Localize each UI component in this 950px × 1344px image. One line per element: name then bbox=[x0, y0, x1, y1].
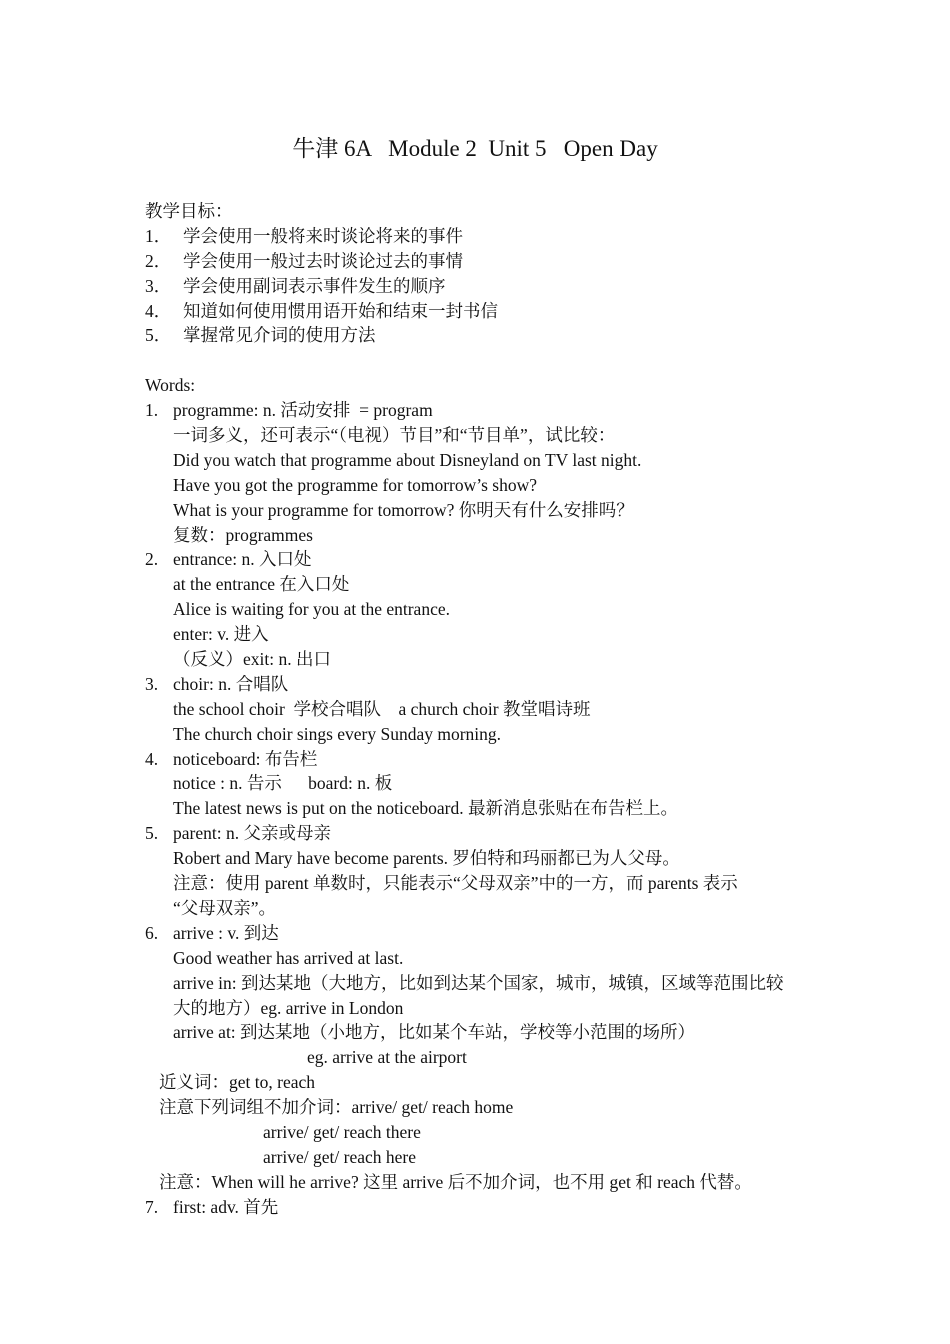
word-line: 注意：使用 parent 单数时，只能表示“父母双亲”中的一方，而 parents 表示 bbox=[173, 873, 738, 894]
word-line: The latest news is put on the noticeboard. 最新消息张贴在布告栏上。 bbox=[173, 798, 678, 819]
objective-text: 学会使用一般将来时谈论将来的事件 bbox=[183, 225, 463, 246]
word-line: notice : n. 告示 board: n. 板 bbox=[173, 773, 393, 794]
word-number: 3. bbox=[145, 673, 159, 694]
word-line: 复数：programmes bbox=[173, 524, 313, 545]
objective-item bbox=[145, 299, 815, 324]
word-line: Robert and Mary have become parents. 罗伯特和玛丽都已为人父母。 bbox=[173, 848, 680, 869]
word-headword: choir: n. 合唱队 bbox=[173, 673, 289, 694]
objective-text: 掌握常见介词的使用方法 bbox=[183, 325, 376, 346]
word-line: 大的地方）eg. arrive in London bbox=[173, 997, 404, 1018]
word-headword: noticeboard: 布告栏 bbox=[173, 748, 318, 769]
word-number: 7. bbox=[145, 1196, 159, 1217]
word-entry-head bbox=[145, 921, 815, 946]
word-entry-head bbox=[145, 672, 815, 697]
word-line: Did you watch that programme about Disneyland on TV last night. bbox=[173, 449, 642, 470]
objective-text: 学会使用副词表示事件发生的顺序 bbox=[183, 275, 446, 296]
word-line: enter: v. 进入 bbox=[173, 624, 269, 645]
word-line: arrive in: 到达某地（大地方，比如到达某个国家，城市，城镇，区域等范围比较 bbox=[173, 972, 784, 993]
word-line: 一词多义，还可表示“（电视）节目”和“节目单”，试比较： bbox=[173, 425, 616, 446]
document-title: 牛津 6A Module 2 Unit 5 Open Day bbox=[292, 136, 658, 161]
example-line: eg. arrive at the airport bbox=[307, 1047, 467, 1068]
word-line: Have you got the programme for tomorrow’s show? bbox=[173, 474, 538, 495]
word-line: What is your programme for tomorrow? 你明天有什么安排吗？ bbox=[173, 499, 634, 520]
word-headword: entrance: n. 入口处 bbox=[173, 549, 312, 570]
word-line: “父母双亲”。 bbox=[173, 897, 277, 918]
objective-item bbox=[145, 274, 815, 299]
word-headword: parent: n. 父亲或母亲 bbox=[173, 823, 331, 844]
word-line: arrive at: 到达某地（小地方，比如某个车站，学校等小范围的场所） bbox=[173, 1022, 696, 1043]
word-number: 2. bbox=[145, 549, 159, 570]
document-body bbox=[145, 199, 815, 1220]
word-headword: programme: n. 活动安排 = program bbox=[173, 400, 433, 421]
objective-number: 3． bbox=[145, 275, 172, 296]
word-line: the school choir 学校合唱队 a church choir 教堂唱诗班 bbox=[173, 698, 591, 719]
spacer bbox=[145, 348, 815, 373]
objectives-heading: 教学目标： bbox=[145, 201, 233, 221]
objective-number: 4． bbox=[145, 300, 172, 321]
word-number: 1. bbox=[145, 400, 159, 421]
word-line: The church choir sings every Sunday morning. bbox=[173, 723, 502, 744]
phrase-line: arrive/ get/ reach here bbox=[263, 1146, 417, 1167]
objective-text: 学会使用一般过去时谈论过去的事情 bbox=[183, 250, 463, 271]
note-line: 近义词：get to, reach bbox=[159, 1072, 315, 1093]
note-line: 注意：When will he arrive? 这里 arrive 后不加介词，也不用 get 和 reach 代替。 bbox=[159, 1171, 752, 1192]
objective-number: 2． bbox=[145, 250, 172, 271]
word-headword: arrive : v. 到达 bbox=[173, 922, 279, 943]
word-entry-head bbox=[145, 398, 815, 423]
word-number: 6. bbox=[145, 922, 159, 943]
word-headword: first: adv. 首先 bbox=[173, 1196, 279, 1217]
word-line: Good weather has arrived at last. bbox=[173, 947, 404, 968]
word-line: （反义）exit: n. 出口 bbox=[173, 649, 331, 670]
word-number: 4. bbox=[145, 748, 159, 769]
objective-text: 知道如何使用惯用语开始和结束一封书信 bbox=[183, 300, 498, 321]
words-heading: Words: bbox=[145, 375, 196, 396]
phrase-line: arrive/ get/ reach there bbox=[263, 1121, 421, 1142]
objective-item bbox=[145, 323, 815, 348]
objective-number: 1． bbox=[145, 225, 172, 246]
objective-number: 5． bbox=[145, 325, 172, 346]
note-line: 注意下列词组不加介词：arrive/ get/ reach home bbox=[159, 1097, 514, 1118]
word-line: at the entrance 在入口处 bbox=[173, 574, 350, 595]
word-entry-head bbox=[145, 1195, 815, 1220]
word-number: 5. bbox=[145, 823, 159, 844]
word-entry-head bbox=[145, 821, 815, 846]
word-entry-head bbox=[145, 747, 815, 772]
objective-item bbox=[145, 224, 815, 249]
objective-item bbox=[145, 249, 815, 274]
word-entry-head bbox=[145, 547, 815, 572]
word-line: Alice is waiting for you at the entrance. bbox=[173, 599, 450, 620]
